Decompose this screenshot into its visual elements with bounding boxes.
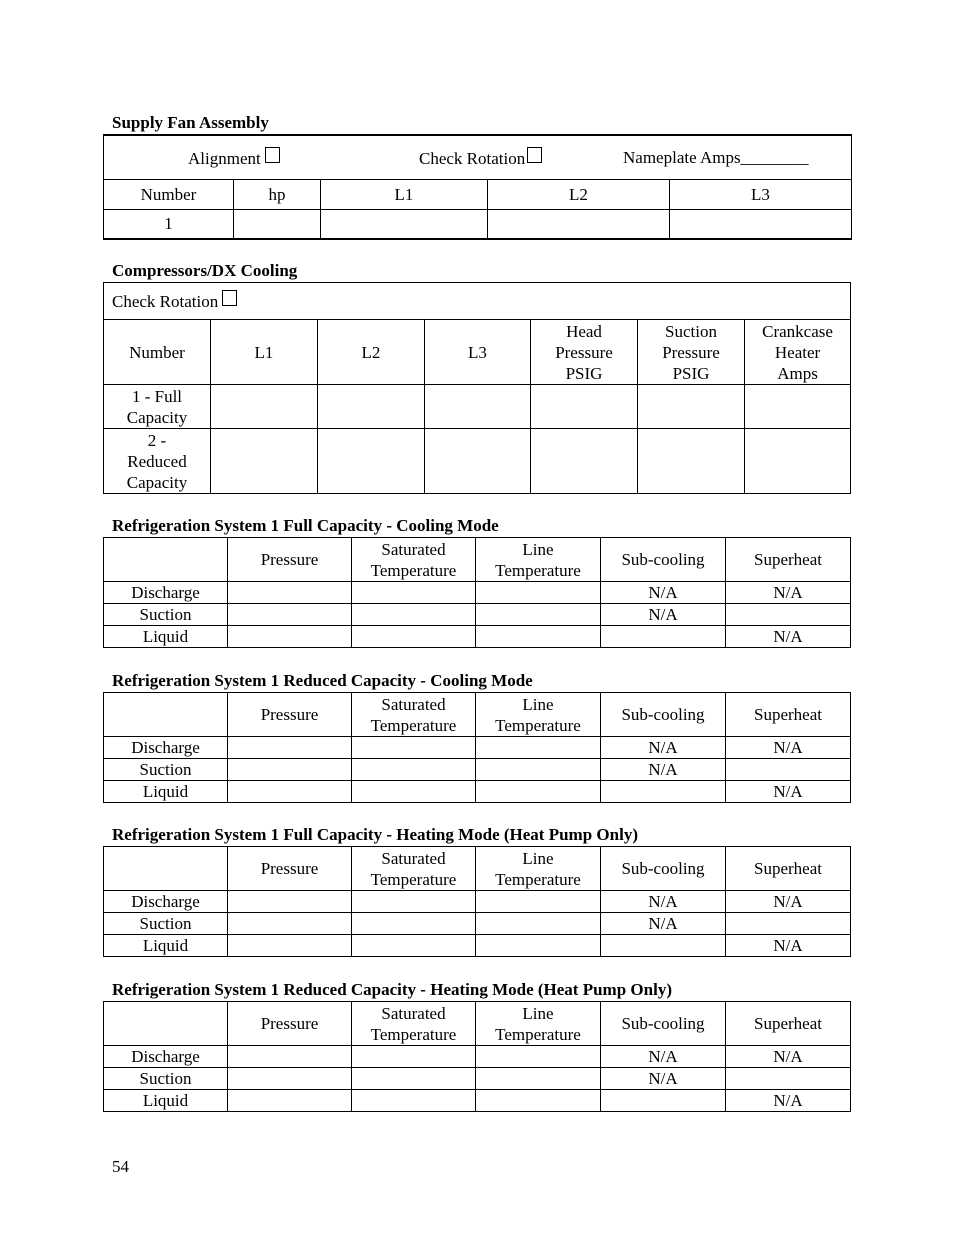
table-row [104, 209, 852, 239]
data-cell[interactable] [228, 935, 352, 957]
table-row [104, 737, 851, 759]
na-cell: N/A [726, 891, 851, 913]
table-row [104, 1090, 851, 1112]
compressor-rotation-row [104, 283, 851, 320]
data-cell[interactable] [352, 737, 476, 759]
header-cell: Suction Pressure PSIG [638, 320, 745, 385]
data-cell[interactable] [726, 604, 851, 626]
data-cell[interactable] [352, 626, 476, 648]
table-row [104, 582, 851, 604]
compressors-header-row [104, 320, 851, 385]
na-cell: N/A [601, 891, 726, 913]
data-cell[interactable] [601, 1090, 726, 1112]
data-cell[interactable] [228, 759, 352, 781]
na-cell: N/A [726, 1046, 851, 1068]
header-cell: Sub-cooling [601, 538, 726, 582]
table-row [104, 759, 851, 781]
data-cell[interactable] [228, 582, 352, 604]
header-cell: L2 [318, 320, 425, 385]
data-cell[interactable] [476, 935, 601, 957]
data-cell[interactable] [476, 582, 601, 604]
row-label-cell: Liquid [104, 935, 228, 957]
alignment-field [188, 147, 280, 169]
data-cell[interactable] [726, 913, 851, 935]
refrigeration-table [103, 1001, 851, 1112]
data-cell[interactable] [476, 1090, 601, 1112]
table-row [104, 1046, 851, 1068]
data-cell[interactable] [228, 891, 352, 913]
na-cell: N/A [601, 582, 726, 604]
refrigeration-title: Refrigeration System 1 Reduced Capacity - Heating Mode (Heat Pump Only) [112, 980, 672, 999]
header-cell: Number [104, 320, 211, 385]
row-label-cell: 2 - Reduced Capacity [104, 429, 211, 494]
data-cell[interactable] [352, 1046, 476, 1068]
data-cell[interactable] [531, 429, 638, 494]
row-label-cell: Suction [104, 759, 228, 781]
na-cell: N/A [601, 604, 726, 626]
header-cell: Saturated Temperature [352, 693, 476, 737]
table-row [104, 891, 851, 913]
na-cell: N/A [726, 737, 851, 759]
data-cell[interactable] [476, 913, 601, 935]
data-cell[interactable] [476, 604, 601, 626]
row-label-cell: Liquid [104, 781, 228, 803]
refrigeration-table [103, 846, 851, 957]
table-row [104, 604, 851, 626]
header-cell: Number [104, 179, 234, 209]
data-cell[interactable] [228, 1068, 352, 1090]
data-cell[interactable] [352, 604, 476, 626]
table-row [104, 781, 851, 803]
row-label-cell: Suction [104, 604, 228, 626]
alignment-label: Alignment [188, 149, 261, 168]
data-cell[interactable] [228, 1046, 352, 1068]
data-cell[interactable] [726, 759, 851, 781]
row-label-cell: Suction [104, 913, 228, 935]
na-cell: N/A [726, 1090, 851, 1112]
header-cell: Saturated Temperature [352, 1002, 476, 1046]
header-cell: hp [234, 179, 321, 209]
data-cell[interactable] [228, 913, 352, 935]
data-cell[interactable] [476, 737, 601, 759]
refrigeration-title: Refrigeration System 1 Reduced Capacity - Cooling Mode [112, 671, 533, 690]
data-cell[interactable] [476, 1068, 601, 1090]
compressor-rotation-checkbox[interactable] [222, 290, 237, 306]
header-cell: Line Temperature [476, 847, 601, 891]
data-cell[interactable] [352, 1068, 476, 1090]
na-cell: N/A [601, 1068, 726, 1090]
table-row [104, 626, 851, 648]
refrigeration-title: Refrigeration System 1 Full Capacity - Cooling Mode [112, 516, 499, 535]
data-cell[interactable] [352, 913, 476, 935]
na-cell: N/A [601, 913, 726, 935]
data-cell[interactable] [601, 626, 726, 648]
data-cell[interactable] [228, 604, 352, 626]
na-cell: N/A [726, 781, 851, 803]
supply-fan-header-row [104, 179, 852, 209]
table-row [104, 935, 851, 957]
data-cell[interactable] [601, 781, 726, 803]
header-cell: Pressure [228, 693, 352, 737]
header-cell: L1 [321, 179, 488, 209]
data-cell[interactable] [352, 759, 476, 781]
data-cell[interactable] [228, 626, 352, 648]
header-cell: Pressure [228, 1002, 352, 1046]
data-cell[interactable] [745, 385, 851, 429]
data-cell[interactable] [476, 759, 601, 781]
row-label-cell: Discharge [104, 891, 228, 913]
refrigeration-table [103, 537, 851, 648]
data-cell[interactable] [425, 385, 531, 429]
header-cell: L3 [670, 179, 852, 209]
header-cell: L2 [488, 179, 670, 209]
data-cell[interactable] [352, 935, 476, 957]
table-row [104, 385, 851, 429]
row-label-cell: Discharge [104, 582, 228, 604]
data-cell[interactable] [476, 891, 601, 913]
data-cell[interactable] [476, 1046, 601, 1068]
header-cell: Saturated Temperature [352, 538, 476, 582]
data-cell[interactable] [352, 582, 476, 604]
refrigeration-header-row [104, 693, 851, 737]
supply-fan-title: Supply Fan Assembly [112, 113, 269, 132]
refrigeration-header-row [104, 1002, 851, 1046]
row-label-cell: 1 - Full Capacity [104, 385, 211, 429]
header-cell: Superheat [726, 847, 851, 891]
check-rotation-checkbox[interactable] [527, 147, 542, 163]
compressors-title: Compressors/DX Cooling [112, 261, 298, 280]
row-label-cell: Discharge [104, 1046, 228, 1068]
refrigeration-header-row [104, 847, 851, 891]
header-cell [104, 1002, 228, 1046]
row-label-cell: Liquid [104, 1090, 228, 1112]
data-cell[interactable] [352, 781, 476, 803]
fan-number-cell: 1 [104, 209, 234, 239]
data-cell[interactable] [638, 385, 745, 429]
data-cell[interactable] [638, 429, 745, 494]
data-cell[interactable] [745, 429, 851, 494]
na-cell: N/A [601, 1046, 726, 1068]
na-cell: N/A [601, 759, 726, 781]
data-cell[interactable] [726, 1068, 851, 1090]
data-cell[interactable] [352, 891, 476, 913]
nameplate-amps-label: Nameplate Amps________ [623, 148, 809, 167]
fan-l3-cell[interactable] [670, 209, 852, 239]
header-cell [104, 538, 228, 582]
header-cell: Superheat [726, 538, 851, 582]
refrigeration-title: Refrigeration System 1 Full Capacity - Heating Mode (Heat Pump Only) [112, 825, 638, 844]
header-cell: Line Temperature [476, 1002, 601, 1046]
alignment-checkbox[interactable] [265, 147, 280, 163]
header-cell: Sub-cooling [601, 847, 726, 891]
compressors-table [103, 282, 851, 494]
fan-hp-cell[interactable] [234, 209, 321, 239]
data-cell[interactable] [531, 385, 638, 429]
header-cell [104, 693, 228, 737]
header-cell: L3 [425, 320, 531, 385]
data-cell[interactable] [228, 781, 352, 803]
data-cell[interactable] [425, 429, 531, 494]
header-cell: Crankcase Heater Amps [745, 320, 851, 385]
header-cell: Pressure [228, 538, 352, 582]
na-cell: N/A [726, 582, 851, 604]
row-label-cell: Liquid [104, 626, 228, 648]
data-cell[interactable] [318, 429, 425, 494]
refrigeration-header-row [104, 538, 851, 582]
header-cell [104, 847, 228, 891]
data-cell[interactable] [211, 385, 318, 429]
table-row [104, 913, 851, 935]
supply-fan-controls-row [104, 135, 852, 179]
row-label-cell: Suction [104, 1068, 228, 1090]
table-row [104, 429, 851, 494]
data-cell[interactable] [228, 1090, 352, 1112]
na-cell: N/A [726, 935, 851, 957]
supply-fan-table [103, 134, 852, 240]
header-cell: L1 [211, 320, 318, 385]
data-cell[interactable] [476, 781, 601, 803]
header-cell: Pressure [228, 847, 352, 891]
header-cell: Saturated Temperature [352, 847, 476, 891]
fan-l2-cell[interactable] [488, 209, 670, 239]
data-cell[interactable] [318, 385, 425, 429]
na-cell: N/A [601, 737, 726, 759]
refrigeration-table [103, 692, 851, 803]
data-cell[interactable] [476, 626, 601, 648]
header-cell: Line Temperature [476, 538, 601, 582]
na-cell: N/A [726, 626, 851, 648]
header-cell: Sub-cooling [601, 693, 726, 737]
data-cell[interactable] [228, 737, 352, 759]
row-label-cell: Discharge [104, 737, 228, 759]
header-cell: Head Pressure PSIG [531, 320, 638, 385]
check-rotation-field [419, 147, 542, 169]
header-cell: Sub-cooling [601, 1002, 726, 1046]
header-cell: Superheat [726, 693, 851, 737]
table-row [104, 1068, 851, 1090]
data-cell[interactable] [601, 935, 726, 957]
data-cell[interactable] [211, 429, 318, 494]
header-cell: Line Temperature [476, 693, 601, 737]
check-rotation-label: Check Rotation [419, 149, 526, 168]
fan-l1-cell[interactable] [321, 209, 488, 239]
page-number: 54 [112, 1157, 129, 1176]
header-cell: Superheat [726, 1002, 851, 1046]
data-cell[interactable] [352, 1090, 476, 1112]
compressor-check-rotation-label: Check Rotation [112, 292, 219, 311]
